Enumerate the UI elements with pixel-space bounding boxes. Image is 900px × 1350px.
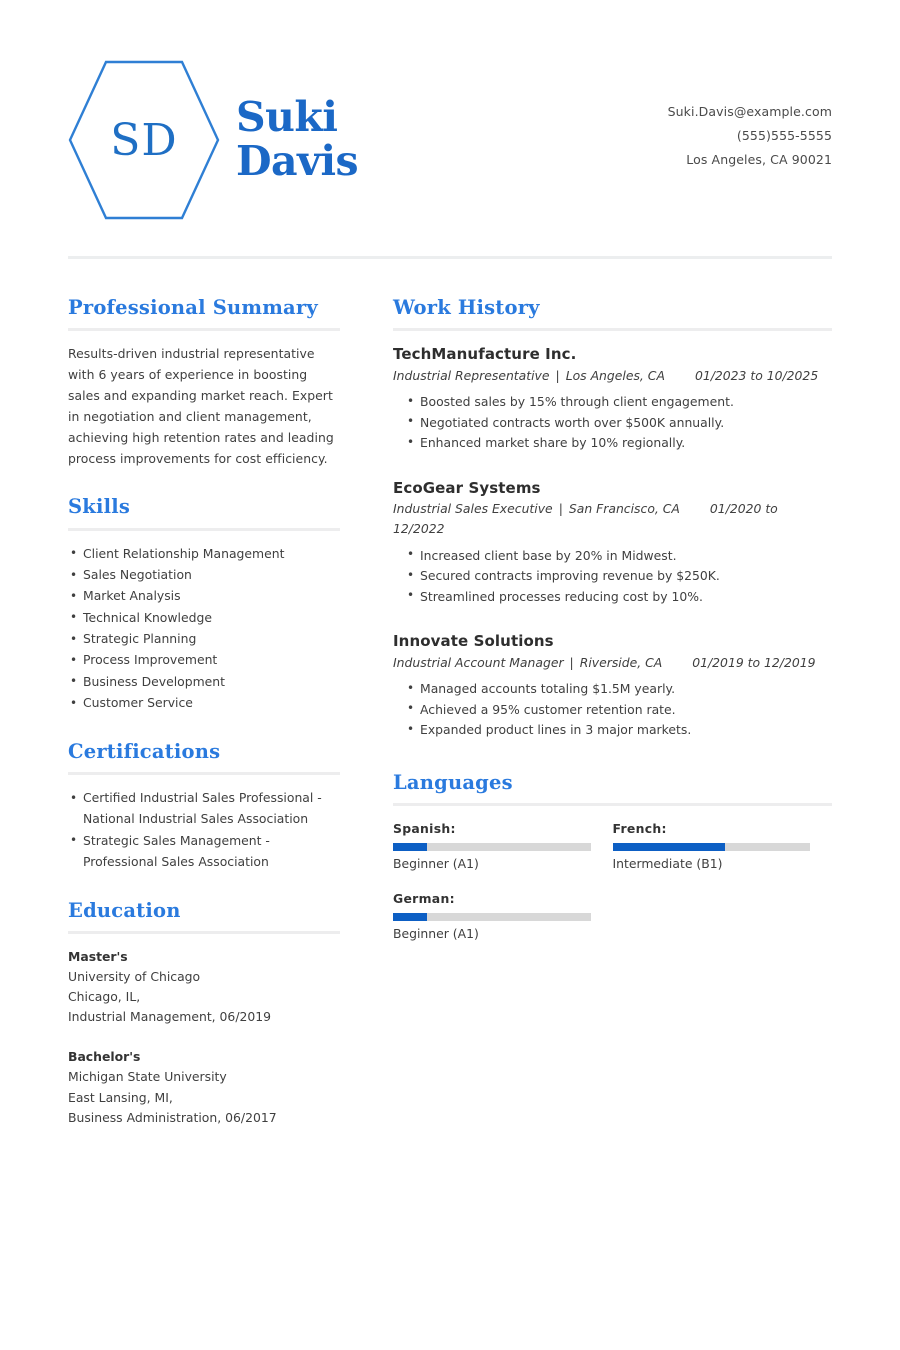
job-separator: | xyxy=(555,367,560,383)
work-history-entry xyxy=(393,344,832,454)
section-divider xyxy=(68,528,340,531)
job-location: Riverside, CA xyxy=(579,654,663,670)
job-role: Industrial Account Manager xyxy=(393,654,564,670)
language-item xyxy=(613,819,833,873)
list-item: • Sales Negotiation xyxy=(68,565,340,586)
identity-block xyxy=(68,56,668,224)
list-item: • Strategic Planning xyxy=(68,629,340,650)
job-role: Industrial Sales Executive xyxy=(393,501,553,517)
contact-phone[interactable]: (555)555-5555 xyxy=(736,128,832,143)
job-company: EcoGear Systems xyxy=(393,479,541,498)
section-languages xyxy=(393,771,832,960)
language-name: German: xyxy=(393,891,455,907)
list-item: • Market Analysis xyxy=(68,586,340,607)
resume-body xyxy=(68,259,832,1154)
section-professional-summary xyxy=(68,296,340,469)
section-title-skills: Skills xyxy=(68,495,130,519)
education-field-date: Industrial Management, 06/2019 xyxy=(68,1009,272,1025)
list-item: • Client Relationship Management xyxy=(68,544,340,565)
language-proficiency-fill xyxy=(393,843,427,851)
last-name: Davis xyxy=(236,137,359,185)
job-meta xyxy=(393,653,832,673)
job-location: Los Angeles, CA xyxy=(565,367,665,383)
job-meta xyxy=(393,499,832,538)
list-item: • Increased client base by 20% in Midwest. xyxy=(407,546,832,567)
section-title-languages: Languages xyxy=(393,771,513,794)
education-field-date: Business Administration, 06/2017 xyxy=(68,1109,277,1125)
language-proficiency-bar xyxy=(393,913,591,921)
list-item: • Business Development xyxy=(68,672,340,693)
contact-info xyxy=(668,56,832,172)
job-dates: 01/2023 to 10/2025 xyxy=(694,367,819,383)
education-school: University of Chicago xyxy=(68,969,201,985)
work-history-entry xyxy=(393,631,832,741)
education-school: Michigan State University xyxy=(68,1069,227,1085)
professional-summary-text: Results-driven industrial representative with 6 years of experience in boosting sales and expanding market reach. Expert in negotiation and client management, achieving high retention rates and leading process improvements for cost efficiency. xyxy=(68,346,334,466)
job-bullets xyxy=(393,392,832,454)
section-divider xyxy=(68,328,340,331)
language-proficiency-bar xyxy=(613,843,811,851)
section-title-professional-summary: Professional Summary xyxy=(68,296,318,319)
language-item xyxy=(393,889,613,943)
language-level: Intermediate (B1) xyxy=(612,856,723,872)
education-entry xyxy=(68,1047,340,1127)
job-dates: 01/2020 to 12/2022 xyxy=(393,501,778,536)
education-location: East Lansing, MI, xyxy=(68,1089,173,1105)
list-item: • Streamlined processes reducing cost by 10%. xyxy=(407,587,832,608)
candidate-name xyxy=(236,93,359,185)
certifications-list xyxy=(68,788,340,872)
language-level: Beginner (A1) xyxy=(393,856,479,872)
work-history-entry xyxy=(393,478,832,607)
monogram-initials: SD xyxy=(110,115,178,166)
section-education xyxy=(68,899,340,1128)
language-name: Spanish: xyxy=(393,821,456,837)
section-title-work-history: Work History xyxy=(393,296,540,319)
job-company: TechManufacture Inc. xyxy=(393,345,577,364)
job-location: San Francisco, CA xyxy=(568,501,680,517)
education-degree: Master's xyxy=(68,948,128,964)
job-dates: 01/2019 to 12/2019 xyxy=(692,654,816,670)
education-entry xyxy=(68,947,340,1027)
language-item xyxy=(393,819,613,873)
job-role: Industrial Representative xyxy=(393,367,550,383)
language-level: Beginner (A1) xyxy=(393,926,479,942)
list-item: • Customer Service xyxy=(68,693,340,714)
section-divider xyxy=(68,931,340,934)
language-name: French: xyxy=(612,821,667,837)
section-work-history xyxy=(393,296,832,741)
job-company: Innovate Solutions xyxy=(393,632,554,651)
job-bullets xyxy=(393,546,832,608)
column-gap xyxy=(340,296,393,1154)
monogram-hexagon-icon xyxy=(68,56,220,224)
list-item: • Secured contracts improving revenue by $250K. xyxy=(407,566,832,587)
education-degree: Bachelor's xyxy=(68,1049,141,1065)
list-item: • Technical Knowledge xyxy=(68,608,340,629)
section-skills xyxy=(68,495,340,714)
right-column xyxy=(393,296,832,1154)
skills-list xyxy=(68,544,340,714)
section-title-certifications: Certifications xyxy=(68,739,221,763)
list-item: • Strategic Sales Management - Professional Sales Association xyxy=(68,831,340,873)
language-proficiency-bar xyxy=(393,843,591,851)
education-location: Chicago, IL, xyxy=(68,989,141,1005)
section-divider xyxy=(393,328,832,331)
list-item: • Enhanced market share by 10% regionally. xyxy=(407,433,832,454)
section-certifications xyxy=(68,740,340,873)
section-divider xyxy=(393,803,832,806)
languages-grid xyxy=(393,819,832,959)
list-item: • Negotiated contracts worth over $500K annually. xyxy=(407,413,832,434)
language-proficiency-fill xyxy=(613,843,726,851)
language-proficiency-fill xyxy=(393,913,427,921)
job-meta xyxy=(393,366,832,386)
list-item: • Managed accounts totaling $1.5M yearly. xyxy=(407,679,832,700)
job-separator: | xyxy=(569,654,574,670)
contact-email[interactable]: Suki.Davis@example.com xyxy=(667,104,832,119)
resume-header xyxy=(68,42,832,224)
left-column xyxy=(68,296,340,1154)
list-item: • Achieved a 95% customer retention rate. xyxy=(407,700,832,721)
list-item: • Process Improvement xyxy=(68,650,340,671)
contact-location: Los Angeles, CA 90021 xyxy=(686,152,832,167)
list-item: • Certified Industrial Sales Professional - National Industrial Sales Association xyxy=(68,788,340,830)
job-bullets xyxy=(393,679,832,741)
job-separator: | xyxy=(558,501,563,517)
section-title-education: Education xyxy=(68,898,181,922)
list-item: • Boosted sales by 15% through client engagement. xyxy=(407,392,832,413)
section-divider xyxy=(68,772,340,775)
first-name: Suki xyxy=(236,93,338,142)
list-item: • Expanded product lines in 3 major markets. xyxy=(407,720,832,741)
